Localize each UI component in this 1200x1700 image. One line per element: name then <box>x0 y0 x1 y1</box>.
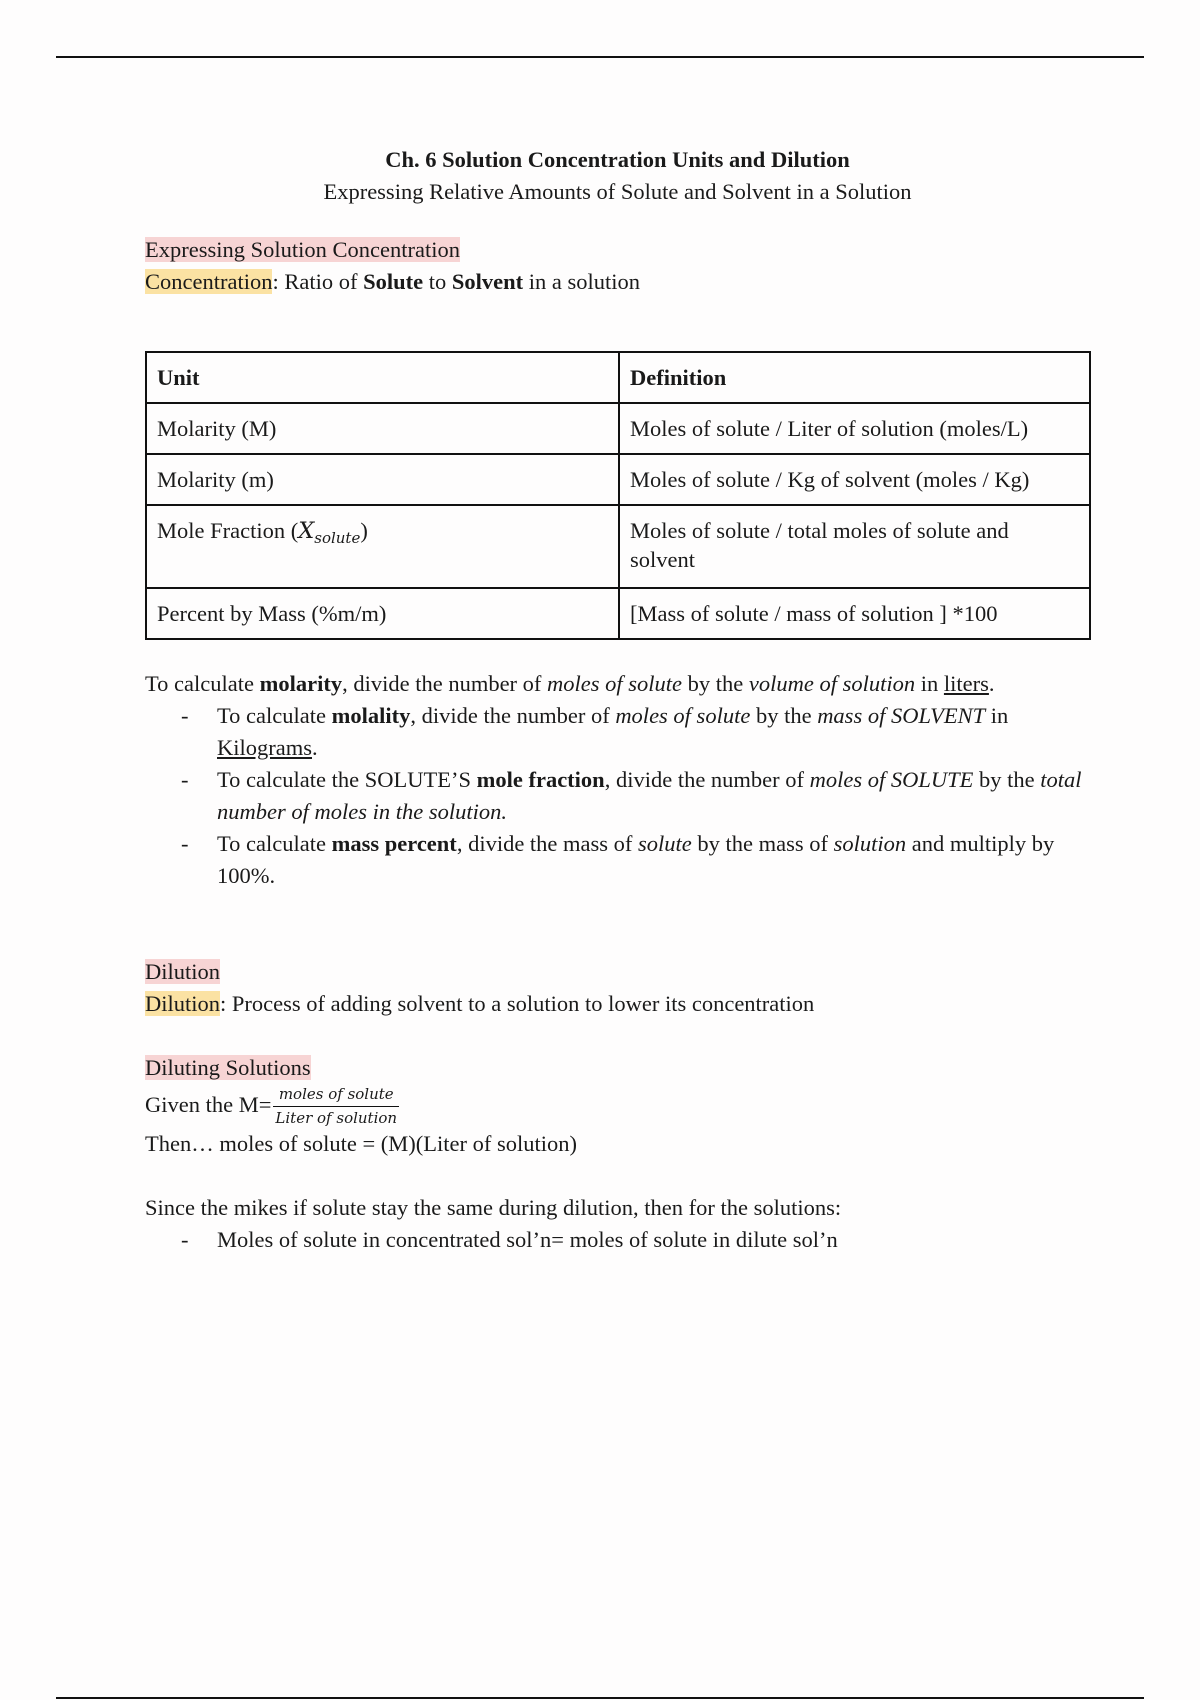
table-row <box>146 403 1090 454</box>
section-heading-concentration: Expressing Solution Concentration <box>145 237 460 262</box>
italic-term: mass of SOLVENT <box>817 703 986 728</box>
underlined-term: liters <box>943 671 989 696</box>
bold-term: molality <box>331 703 411 728</box>
bold-term: mole fraction <box>476 767 605 792</box>
list-item <box>145 700 1090 764</box>
text-span: To calculate <box>217 703 332 728</box>
table-cell-definition: Moles of solute / Kg of solvent (moles / Kg) <box>619 454 1090 505</box>
text-span: by the <box>750 703 818 728</box>
table-cell-definition: [Mass of solute / mass of solution ] *100 <box>619 588 1090 639</box>
table-row <box>146 505 1090 588</box>
text-span: . <box>312 735 318 760</box>
calculation-list <box>145 700 1090 892</box>
dilution-list <box>145 1224 1090 1256</box>
section-diluting-solutions <box>145 1052 1090 1256</box>
text-span: , divide the number of <box>604 767 810 792</box>
table-header-definition: Definition <box>619 352 1090 403</box>
italic-term: total number of moles in the solution. <box>217 767 1082 824</box>
table-cell-unit: Percent by Mass (%m/m) <box>146 588 619 639</box>
text-span: in a solution <box>523 269 641 294</box>
table-cell-unit <box>146 505 619 588</box>
fraction-denominator: Liter of solution <box>275 1109 398 1128</box>
list-item <box>145 764 1090 828</box>
text-span: in <box>985 703 1009 728</box>
text-span: and multiply by 100%. <box>217 831 1055 888</box>
bold-solute: Solute <box>363 269 424 294</box>
document-title: Ch. 6 Solution Concentration Units and Dilution <box>385 147 850 172</box>
document-body <box>145 140 1090 1256</box>
text-span: , divide the number of <box>410 703 616 728</box>
section-dilution <box>145 956 1090 1020</box>
text-span: ) <box>360 518 368 543</box>
text-span: in <box>915 671 944 696</box>
units-table <box>145 351 1091 640</box>
bold-solvent: Solvent <box>451 269 524 294</box>
text-span: To calculate <box>217 831 332 856</box>
molarity-note <box>145 668 1090 700</box>
text-span: To calculate the SOLUTE’S <box>217 767 477 792</box>
table-cell-unit: Molarity (m) <box>146 454 619 505</box>
text-span: to <box>423 269 452 294</box>
italic-term: moles of solute <box>615 703 751 728</box>
list-item: - Moles of solute in concentrated sol’n= moles of solute in dilute sol’n <box>145 1224 1090 1256</box>
then-line: Then… moles of solute = (M)(Liter of solution) <box>145 1131 577 1157</box>
footer-rule <box>56 1697 1144 1699</box>
text-span: . <box>988 671 995 696</box>
math-subscript: solute <box>314 529 361 547</box>
since-line: Since the mikes if solute stay the same during dilution, then for the solutions: <box>145 1195 842 1221</box>
italic-term: solution <box>833 831 907 856</box>
text-span: Mole Fraction ( <box>157 518 299 543</box>
calculation-notes <box>145 668 1090 892</box>
italic-term: moles of solute <box>547 671 683 696</box>
underlined-term: Kilograms <box>217 735 312 760</box>
italic-term: solute <box>638 831 692 856</box>
term-concentration: Concentration <box>145 269 273 294</box>
fraction <box>273 1085 399 1128</box>
italic-term: volume of solution <box>748 671 916 696</box>
fraction-numerator: moles of solute <box>273 1085 399 1107</box>
section-concentration <box>145 234 1090 298</box>
text-span: Given the M= <box>145 1092 272 1117</box>
section-heading-dilution: Dilution <box>145 959 221 984</box>
table-cell-definition: Moles of solute / total moles of solute and solvent <box>619 505 1090 588</box>
math-x: X <box>298 518 315 544</box>
table-header-row <box>146 352 1090 403</box>
text-span: by the <box>682 671 749 696</box>
term-dilution: Dilution <box>145 991 221 1016</box>
table-row <box>146 588 1090 639</box>
list-item <box>145 828 1090 892</box>
text-span: by the mass of <box>691 831 834 856</box>
molarity-formula <box>145 1084 1090 1128</box>
italic-term: moles of SOLUTE <box>809 767 974 792</box>
table-header-unit: Unit <box>146 352 619 403</box>
table-cell-definition: Moles of solute / Liter of solution (moles/L) <box>619 403 1090 454</box>
text-span: : Process of adding solvent to a solution to lower its concentration <box>220 991 815 1016</box>
text-span: : Ratio of <box>272 269 364 294</box>
concentration-definition <box>145 266 1090 298</box>
dilution-definition <box>145 988 1090 1020</box>
document-subtitle: Expressing Relative Amounts of Solute and Solvent in a Solution <box>323 179 912 204</box>
table-cell-unit: Molarity (M) <box>146 403 619 454</box>
header-rule <box>56 56 1144 58</box>
text-span: To calculate <box>145 671 260 696</box>
text-span: , divide the number of <box>342 671 548 696</box>
bold-term: mass percent <box>331 831 457 856</box>
table-row <box>146 454 1090 505</box>
bold-term: molarity <box>259 671 343 696</box>
text-span: , divide the mass of <box>456 831 639 856</box>
section-heading-diluting: Diluting Solutions <box>145 1055 311 1080</box>
text-span: by the <box>973 767 1041 792</box>
